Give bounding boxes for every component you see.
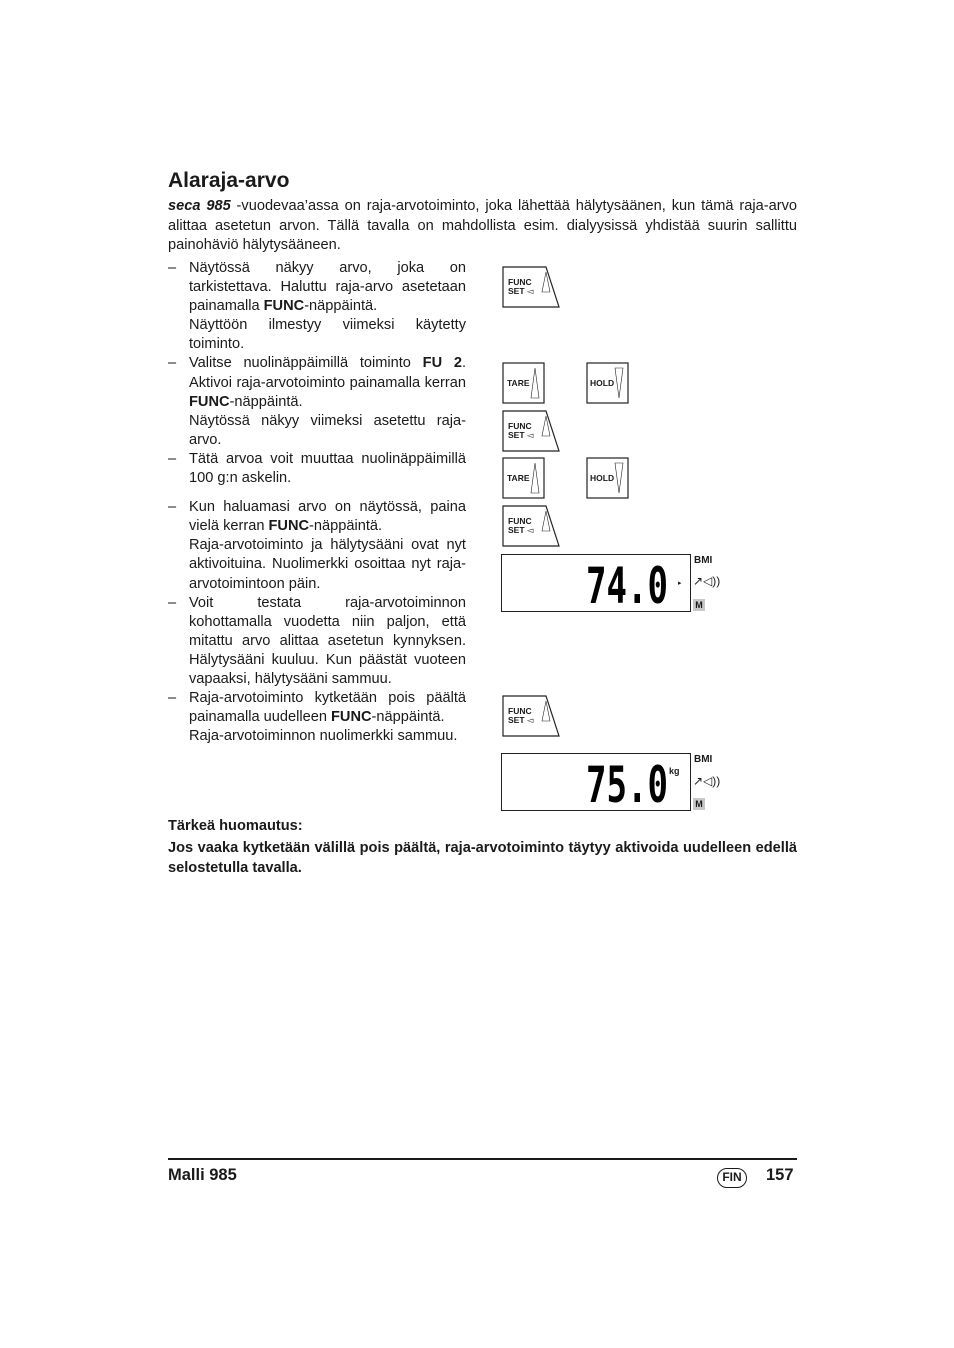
intro-paragraph bbox=[168, 197, 797, 256]
bmi-label: BMI bbox=[694, 754, 713, 765]
key-label: FUNC SET ◅ bbox=[508, 706, 534, 725]
key-label: FUNC SET ◅ bbox=[508, 421, 534, 440]
page-title: Alaraja-arvo bbox=[168, 169, 290, 192]
func-set-key[interactable] bbox=[502, 695, 560, 737]
scale-display bbox=[501, 554, 691, 612]
language-badge: FIN bbox=[717, 1168, 747, 1188]
list-item: – Valitse nuolinäppäimillä toiminto FU 2. Aktivoi raja-arvotoiminto painamalla kerran FUNC-näppäintä. Näytössä näkyy viimeksi asetettu raja-arvo. bbox=[168, 355, 467, 448]
alarm-speaker-icon: ↗◁)) bbox=[693, 774, 721, 788]
list-item: – Tätä arvoa voit muuttaa nuolinäppäimillä 100 g:n askelin. bbox=[168, 450, 466, 487]
key-label: TARE bbox=[507, 473, 530, 483]
list-dash: – bbox=[168, 260, 177, 276]
list-item: – Voit testata raja-arvotoiminnon kohottamalla vuodetta niin paljon, että mitattu arvo alittaa asetetun kynnyksen. Hälytysääni kuuluu. Kun päästät vuoteen vapaaksi, hälytysääni sammuu. bbox=[168, 594, 466, 687]
memory-indicator: M bbox=[693, 599, 705, 611]
key-label: FUNC SET ◅ bbox=[508, 516, 534, 535]
triangle-marker-icon: ▸ bbox=[678, 580, 682, 587]
instruction-list bbox=[168, 259, 466, 746]
arrow-left-icon: ◅ bbox=[526, 715, 534, 725]
list-dash: – bbox=[168, 594, 177, 611]
hold-key[interactable] bbox=[586, 457, 644, 499]
list-dash: – bbox=[168, 450, 177, 467]
arrow-left-icon: ◅ bbox=[526, 286, 534, 296]
footer-model: Malli 985 bbox=[168, 1166, 237, 1184]
note-text: Jos vaaka kytketään välillä pois päältä, raja-arvotoiminto täytyy aktivoida uudelleen edellä selostetulla tavalla. bbox=[168, 840, 797, 876]
list-dash: – bbox=[168, 499, 177, 516]
list-item: – Kun haluamasi arvo on näytössä, paina vielä kerran FUNC-näppäintä. Raja-arvotoiminto ja hälytysääni ovat nyt aktivoituina. Nuolimerkki osoittaa nyt raja-arvotoimintoon päin. bbox=[168, 499, 466, 592]
brand-name: seca 985 bbox=[168, 198, 231, 214]
list-item: – Näytössä näkyy arvo, joka on tarkistettava. Haluttu raja-arvo asetetaan painamalla FUNC-näppäintä. Näyttöön ilmestyy viimeksi käytetty toiminto. bbox=[168, 260, 466, 353]
tare-key[interactable] bbox=[502, 362, 560, 404]
memory-indicator: M bbox=[693, 798, 705, 810]
list-dash: – bbox=[168, 355, 177, 372]
arrow-left-icon: ◅ bbox=[526, 430, 534, 440]
svg-text:75.0: 75.0 bbox=[586, 762, 668, 804]
hold-key[interactable] bbox=[586, 362, 644, 404]
display-digits bbox=[586, 762, 676, 804]
intro-text: -vuodevaa’assa on raja-arvotoiminto, joka lähettää hälytysäänen, kun tämä raja-arvo alittaa asetetun arvon. Tällä tavalla on mahdollista esim. dialyysissä yhdistää suurin sallittu painohäviö hälytysääneen. bbox=[168, 198, 797, 253]
func-set-key[interactable] bbox=[502, 505, 560, 547]
svg-text:74.0: 74.0 bbox=[586, 563, 668, 605]
key-label: HOLD bbox=[590, 378, 615, 388]
bmi-label: BMI bbox=[694, 555, 713, 566]
list-item: – Raja-arvotoiminto kytketään pois päältä painamalla uudelleen FUNC-näppäintä. Raja-arvotoiminnon nuolimerkki sammuu. bbox=[168, 690, 466, 745]
footer-rule bbox=[168, 1158, 797, 1160]
tare-key[interactable] bbox=[502, 457, 560, 499]
display-digits bbox=[586, 563, 676, 605]
alarm-speaker-icon: ↗◁)) bbox=[693, 574, 721, 588]
note-heading: Tärkeä huomautus: bbox=[168, 818, 303, 834]
key-label: FUNC SET ◅ bbox=[508, 277, 534, 296]
arrow-left-icon: ◅ bbox=[526, 525, 534, 535]
list-dash: – bbox=[168, 690, 177, 707]
key-label: HOLD bbox=[590, 473, 615, 483]
key-label: TARE bbox=[507, 378, 530, 388]
scale-display bbox=[501, 753, 691, 811]
unit-label: kg bbox=[669, 766, 680, 776]
func-set-key[interactable] bbox=[502, 410, 560, 452]
func-set-key[interactable] bbox=[502, 266, 560, 308]
page-number: 157 bbox=[766, 1166, 794, 1184]
